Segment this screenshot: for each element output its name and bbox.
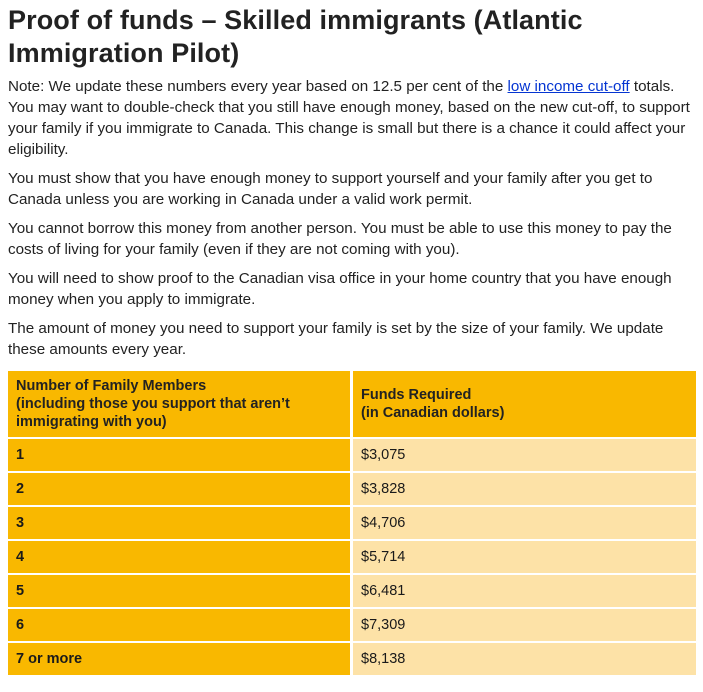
table-row xyxy=(8,541,696,575)
funds-cell: $5,714 xyxy=(353,541,696,575)
paragraph-enough-money: You must show that you have enough money to support yourself and your family after you get to Canada unless you are working in Canada under a valid work permit. xyxy=(8,170,653,208)
header-family-members xyxy=(8,371,353,439)
table-header-row xyxy=(8,371,696,439)
page-title: Proof of funds – Skilled immigrants (Atlantic Immigration Pilot) xyxy=(8,5,583,68)
note-text-after-link: totals. You may want to double-check that you still have enough money, based on the new cut-off, to support your family if you immigrate to Canada. This change is small but there is a chance it could affect your eligibility. xyxy=(8,78,690,158)
header-funds-required-title: Funds Required xyxy=(361,387,472,403)
paragraph-amount-set-by-family: The amount of money you need to support your family is set by the size of your family. We update these amounts every year. xyxy=(8,320,664,358)
family-members-cell: 5 xyxy=(8,575,353,609)
family-members-cell: 6 xyxy=(8,609,353,643)
note-paragraph xyxy=(8,76,693,160)
low-income-cutoff-link[interactable]: low income cut-off xyxy=(507,78,630,95)
table-row xyxy=(8,439,696,473)
funds-cell: $3,828 xyxy=(353,473,696,507)
header-family-members-note: (including those you support that aren’t immigrating with you) xyxy=(16,396,290,430)
note-text-before-link: Note: We update these numbers every year based on 12.5 per cent of the xyxy=(8,78,508,95)
header-funds-required xyxy=(353,371,696,439)
funds-cell: $4,706 xyxy=(353,507,696,541)
paragraph-proof-visa-office: You will need to show proof to the Canadian visa office in your home country that you have enough money when you apply to immigrate. xyxy=(8,270,672,308)
family-members-cell: 1 xyxy=(8,439,353,473)
funds-cell: $6,481 xyxy=(353,575,696,609)
header-family-members-title: Number of Family Members xyxy=(16,378,207,394)
table-row xyxy=(8,643,696,677)
family-members-cell: 3 xyxy=(8,507,353,541)
table-row xyxy=(8,473,696,507)
family-members-cell: 2 xyxy=(8,473,353,507)
table-row xyxy=(8,575,696,609)
family-members-cell: 7 or more xyxy=(8,643,353,677)
table-row xyxy=(8,507,696,541)
paragraph-cannot-borrow: You cannot borrow this money from another person. You must be able to use this money to pay the costs of living for your family (even if they are not coming with you). xyxy=(8,220,672,258)
funds-table xyxy=(8,371,696,677)
funds-cell: $3,075 xyxy=(353,439,696,473)
header-funds-required-note: (in Canadian dollars) xyxy=(361,405,505,421)
family-members-cell: 4 xyxy=(8,541,353,575)
funds-cell: $7,309 xyxy=(353,609,696,643)
table-row xyxy=(8,609,696,643)
funds-cell: $8,138 xyxy=(353,643,696,677)
